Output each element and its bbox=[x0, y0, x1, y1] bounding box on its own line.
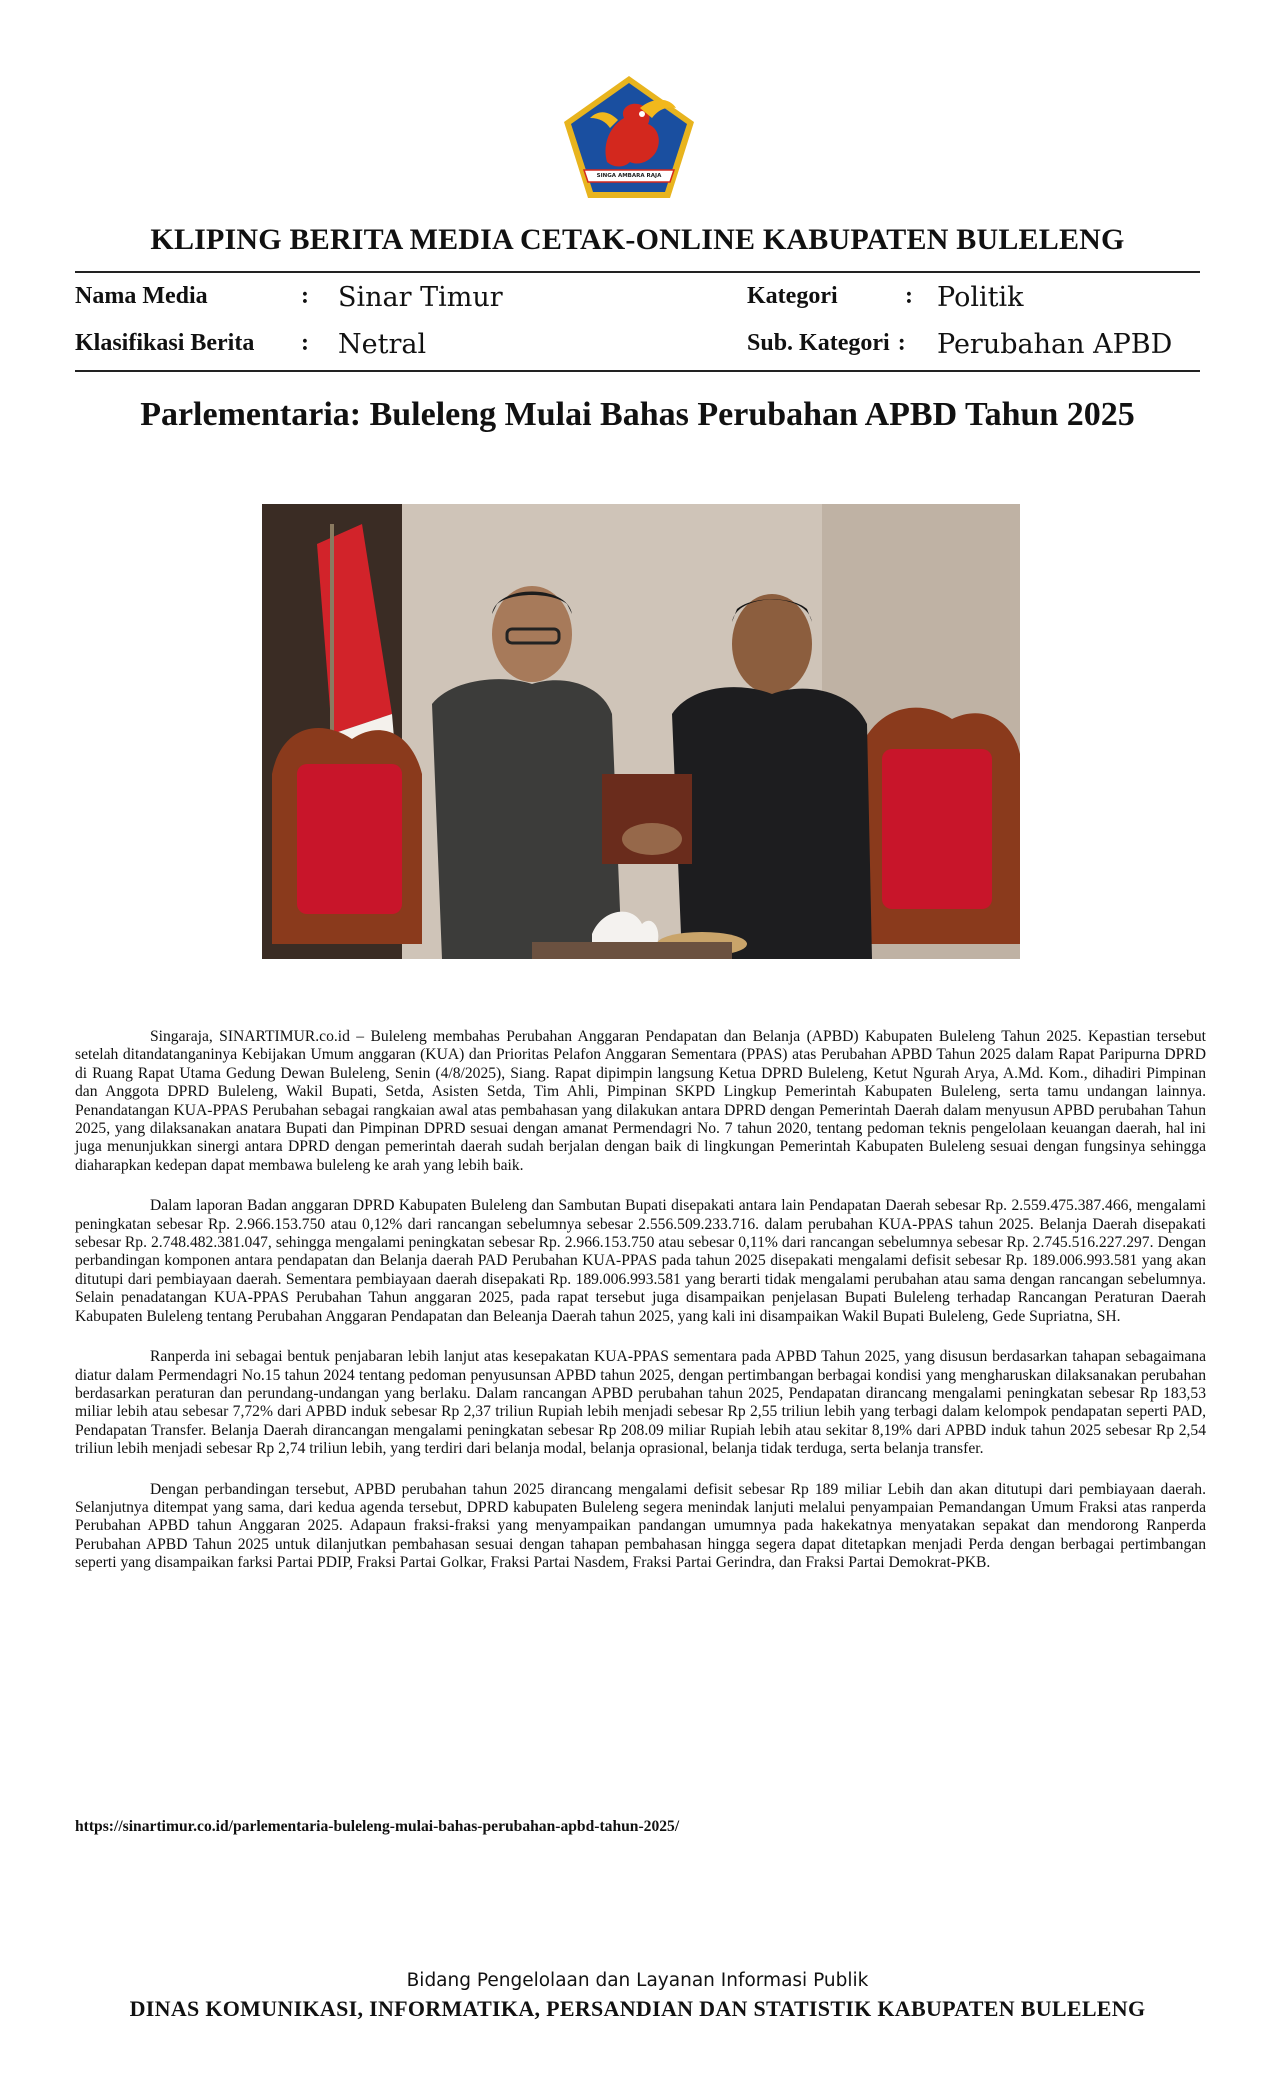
article-body bbox=[75, 1028, 1206, 1595]
klasifikasi-value: Netral bbox=[338, 329, 427, 360]
article-paragraph: Ranperda ini sebagai bentuk penjabaran lebih lanjut atas kesepakatan KUA-PPAS sementara pada APBD Tahun 2025, yang disusun berdasarkan tahapan sebagaimana diatur dalam Permendagri No.15 tahun 2024 tentang pedoman penyusunsan APBD tahun 2025, dengan pertimbangan berbagai kondisi yang mengharuskan dilaksanakan perubahan berdasarkan peraturan dan perundang-undangan yang berlaku. Dalam rancangan APBD perubahan tahun 2025, Pendapatan dirancang mengalami peningkatan sebesar Rp 183,53 miliar lebih atau sebesar 7,72% dari APBD induk sebesar Rp 2,37 triliun Rupiah lebih menjadi sebesar Rp 2,55 triliun lebih yang terbagi dalam kelompok pendapatan seperti PAD, Pendapatan Transfer. Belanja Daerah dirancangan mengalami peningkatan sebesar Rp 208.09 miliar Rupiah lebih atau sekitar 8,19% dari APBD induk tahun 2025 sebesar Rp 2,54 triliun lebih menjadi sebesar Rp 2,74 triliun lebih, yang terdiri dari belanja modal, belanja oprasional, belanja tidak terduga, serta belanja transfer. bbox=[75, 1348, 1206, 1458]
article-paragraph: Dalam laporan Badan anggaran DPRD Kabupaten Buleleng dan Sambutan Bupati disepakati antara lain Pendapatan Daerah sebesar Rp. 2.559.475.387.466, mengalami peningkatan sebesar Rp. 2.966.153.750 atau 0,12% dari rancangan sebelumnya sebesar 2.556.509.233.716. dalam perubahan KUA-PPAS tahun 2025. Belanja Daerah disepakati sebesar Rp. 2.748.482.381.047, sehingga mengalami peningkatan sebesar Rp. 2.966.153.750 atau sebesar 0,11% dari rancangan sebelumnya sebesar Rp. 2.745.516.227.297. Dengan perbandingan komponen antara pendapatan dan Belanja daerah PAD Perubahan KUA-PPAS pada tahun 2025 disepakati mengalami defisit sebesar Rp. 189.006.993.581 yang akan ditutupi dari pembiayaan daerah. Sementara pembiayaan daerah disepakati Rp. 189.006.993.581 yang berarti tidak mengalami perubahan atau sama dengan rancangan sebelumnya. Selain penadatangan KUA-PPAS Perubahan Tahun anggaran 2025, pada rapat tersebut juga disampaikan penjelasan Bupati Buleleng terhadap Rancangan Peraturan Daerah Kabupaten Buleleng tentang Perubahan Anggaran Pendapatan dan Beleanja Daerah tahun 2025, yang kali ini disampaikan Wakil Bupati Buleleng, Gede Supriatna, SH. bbox=[75, 1197, 1206, 1325]
kategori-value: Politik bbox=[937, 282, 1024, 313]
kategori-label: Kategori bbox=[747, 283, 838, 309]
bottom-divider bbox=[75, 370, 1200, 372]
article-photo bbox=[262, 504, 1020, 959]
sub-kategori-label-text: Sub. Kategori bbox=[747, 330, 890, 356]
sub-kategori-value: Perubahan APBD bbox=[937, 329, 1173, 360]
nama-media-label: Nama Media bbox=[75, 283, 208, 309]
document-title: KLIPING BERITA MEDIA CETAK-ONLINE KABUPATEN BULELENG bbox=[150, 223, 1125, 256]
sub-kategori-label bbox=[747, 330, 906, 357]
emblem-ribbon-text: SINGA AMBARA RAJA bbox=[596, 173, 662, 179]
footer-department: Bidang Pengelolaan dan Layanan Informasi Publik bbox=[406, 1970, 869, 1991]
nama-media-value: Sinar Timur bbox=[338, 282, 503, 313]
meta-colon: : bbox=[301, 330, 309, 356]
klasifikasi-label: Klasifikasi Berita bbox=[75, 330, 255, 356]
article-paragraph: Singaraja, SINARTIMUR.co.id – Buleleng membahas Perubahan Anggaran Pendapatan dan Belanja (APBD) Kabupaten Buleleng Tahun 2025. Kepastian tersebut setelah ditandatanganinya Kebijakan Umum anggaran (KUA) dan Prioritas Pelafon Anggaran Sementara (PPAS) atas Perubahan APBD Tahun 2025 dalam Rapat Paripurna DPRD di Ruang Rapat Utama Gedung Dewan Buleleng, Senin (4/8/2025), Siang. Rapat dipimpin langsung Ketua DPRD Buleleng, Ketut Ngurah Arya, A.Md. Kom., dihadiri Pimpinan dan Anggota DPRD Buleleng, Wakil Bupati, Setda, Asisten Setda, Tim Ahli, Pimpinan SKPD Lingkup Pemerintah Kabupaten Buleleng, serta tamu undangan lainnya. Penandatangan KUA-PPAS Perubahan sebagai rangkaian awal atas pembahasan yang dilakukan antara DPRD dengan Pemerintah Daerah dalam menyusun APBD perubahan Tahun 2025, yang dilaksanakan anatara Bupati dan Pimpinan DPRD sesuai dengan amanat Permendagri No. 7 tahun 2020, tentang pedoman teknis pengelolaan keuangan daerah, hal ini juga menunjukkan sinergi antara DPRD dengan pemerintah daerah sudah berjalan dengan baik di lingkungan Pemerintah Kabupaten Buleleng sesuai dengan fungsinya sehingga diaharapkan kedepan dapat membawa buleleng ke arah yang lebih baik. bbox=[75, 1028, 1206, 1174]
meta-colon: : bbox=[905, 283, 913, 309]
top-divider bbox=[75, 271, 1200, 273]
article-headline: Parlementaria: Buleleng Mulai Bahas Perubahan APBD Tahun 2025 bbox=[140, 396, 1135, 433]
meta-colon: : bbox=[301, 283, 309, 309]
buleleng-emblem-icon bbox=[562, 74, 696, 200]
article-paragraph: Dengan perbandingan tersebut, APBD perubahan tahun 2025 dirancang mengalami defisit sebesar Rp 189 miliar Lebih dan akan ditutupi dari pembiayaan daerah. Selanjutnya ditempat yang sama, dari kedua agenda tersebut, DPRD kabupaten Buleleng segera menindak lanjuti melalui penyampaian Pemandangan Umum Fraksi atas ranperda Perubahan APBD tahun Anggaran 2025. Adapaun fraksi-fraksi yang menyampaikan pandangan umumnya pada hakekatnya menyatakan sepakat dan mendorong Ranperda Perubahan APBD Tahun 2025 untuk dilanjutkan pembahasan sesuai dengan tahapan pembahasan hingga segera dapat ditetapkan menjadi Perda dengan berbagai pertimbangan seperti yang disampaikan farksi Partai PDIP, Fraksi Partai Golkar, Fraksi Partai Nasdem, Fraksi Partai Gerindra, dan Fraksi Partai Demokrat-PKB. bbox=[75, 1480, 1206, 1572]
source-url-link[interactable]: https://sinartimur.co.id/parlementaria-buleleng-mulai-bahas-perubahan-apbd-tahun-2025/ bbox=[75, 1818, 680, 1835]
footer-agency: DINAS KOMUNIKASI, INFORMATIKA, PERSANDIAN DAN STATISTIK KABUPATEN BULELENG bbox=[129, 1996, 1146, 2021]
meta-colon: : bbox=[897, 330, 906, 356]
